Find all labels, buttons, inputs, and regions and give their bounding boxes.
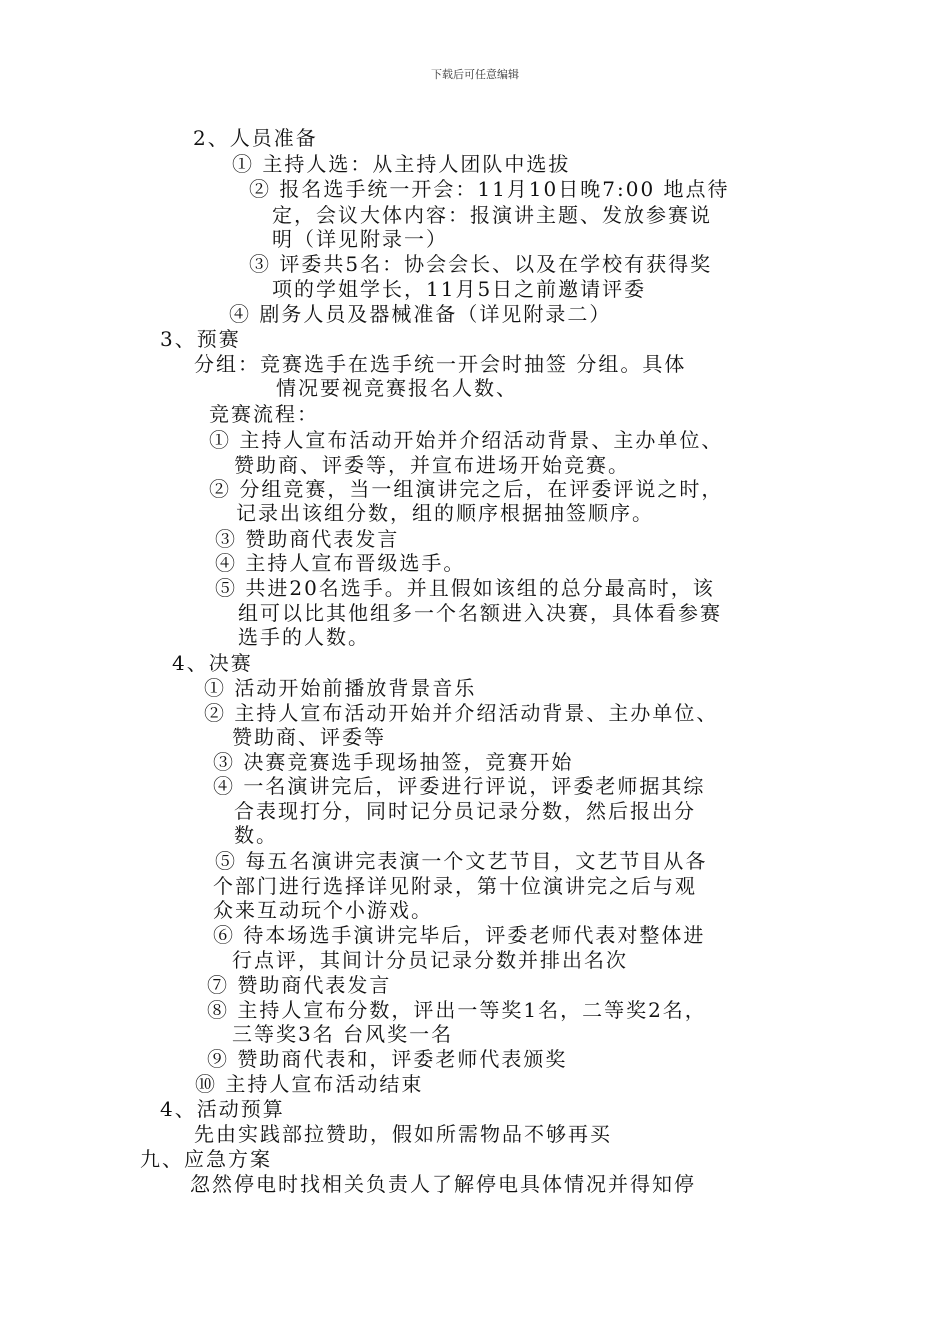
text-line: ② 分组竞赛，当一组演讲完之后，在评委评说之时， xyxy=(209,477,724,501)
section-heading-emergency: 九、应急方案 xyxy=(140,1147,272,1171)
text-line: ⑤ 共进20名选手。并且假如该组的总分最高时，该 xyxy=(215,576,715,600)
section-heading-final: 4、决赛 xyxy=(172,651,253,675)
text-line: 组可以比其他组多一个名额进入决赛，具体看参赛 xyxy=(238,601,722,625)
page-header: 下载后可任意编辑 xyxy=(431,68,519,81)
text-line: 定，会议大体内容：报演讲主题、发放参赛说 xyxy=(272,203,712,227)
section-heading-personnel: 2、人员准备 xyxy=(193,126,318,150)
text-line: 先由实践部拉赞助，假如所需物品不够再买 xyxy=(194,1122,612,1146)
section-heading-budget: 4、活动预算 xyxy=(160,1097,285,1121)
text-line: 分组：竞赛选手在选手统一开会时抽签 分组。具体 xyxy=(194,352,687,376)
text-line: ④ 剧务人员及器械准备（详见附录二） xyxy=(229,302,612,326)
text-line: 选手的人数。 xyxy=(238,625,370,649)
text-line: 个部门进行选择详见附录，第十位演讲完之后与观 xyxy=(213,874,697,898)
text-line: ⑦ 赞助商代表发言 xyxy=(207,973,392,997)
text-line: 项的学姐学长，11月5日之前邀请评委 xyxy=(272,277,647,301)
text-line: ③ 评委共5名：协会会长、以及在学校有获得奖 xyxy=(249,252,713,276)
text-line: 合表现打分，同时记分员记录分数，然后报出分 xyxy=(234,799,696,823)
text-line: 三等奖3名 台风奖一名 xyxy=(232,1022,454,1046)
text-line: ③ 赞助商代表发言 xyxy=(215,527,400,551)
text-line: ② 主持人宣布活动开始并介绍活动背景、主办单位、 xyxy=(204,701,719,725)
text-line: ① 主持人选：从主持人团队中选拔 xyxy=(232,152,571,176)
text-line: 忽然停电时找相关负责人了解停电具体情况并得知停 xyxy=(190,1172,696,1196)
text-line: ⑧ 主持人宣布分数，评出一等奖1名，二等奖2名， xyxy=(207,998,707,1022)
text-line: ④ 一名演讲完后，评委进行评说，评委老师据其综 xyxy=(213,774,706,798)
text-line: ⑤ 每五名演讲完表演一个文艺节目，文艺节目从各 xyxy=(215,849,708,873)
text-line: 记录出该组分数，组的顺序根据抽签顺序。 xyxy=(236,501,654,525)
text-line: ② 报名选手统一开会：11月10日晚7:00 地点待 xyxy=(249,177,730,201)
text-line: ③ 决赛竞赛选手现场抽签，竞赛开始 xyxy=(213,750,574,774)
text-line: 众来互动玩个小游戏。 xyxy=(213,898,433,922)
text-line: ⑨ 赞助商代表和，评委老师代表颁奖 xyxy=(207,1047,568,1071)
text-line: 情况要视竞赛报名人数、 xyxy=(276,376,518,400)
text-line: ① 主持人宣布活动开始并介绍活动背景、主办单位、 xyxy=(209,428,724,452)
text-line: 赞助商、评委等 xyxy=(232,725,386,749)
text-line: 行点评，其间计分员记录分数并排出名次 xyxy=(232,948,628,972)
text-line: ⑥ 待本场选手演讲完毕后，评委老师代表对整体进 xyxy=(213,923,706,947)
text-line: 明（详见附录一） xyxy=(272,227,448,251)
text-line: ① 活动开始前播放背景音乐 xyxy=(204,676,477,700)
section-heading-preliminary: 3、预赛 xyxy=(160,327,241,351)
text-line: ⑩ 主持人宣布活动结束 xyxy=(195,1072,424,1096)
text-line: 数。 xyxy=(234,823,278,847)
text-line: 赞助商、评委等，并宣布进场开始竞赛。 xyxy=(234,453,630,477)
text-line: ④ 主持人宣布晋级选手。 xyxy=(215,551,466,575)
text-line: 竞赛流程： xyxy=(209,402,319,426)
